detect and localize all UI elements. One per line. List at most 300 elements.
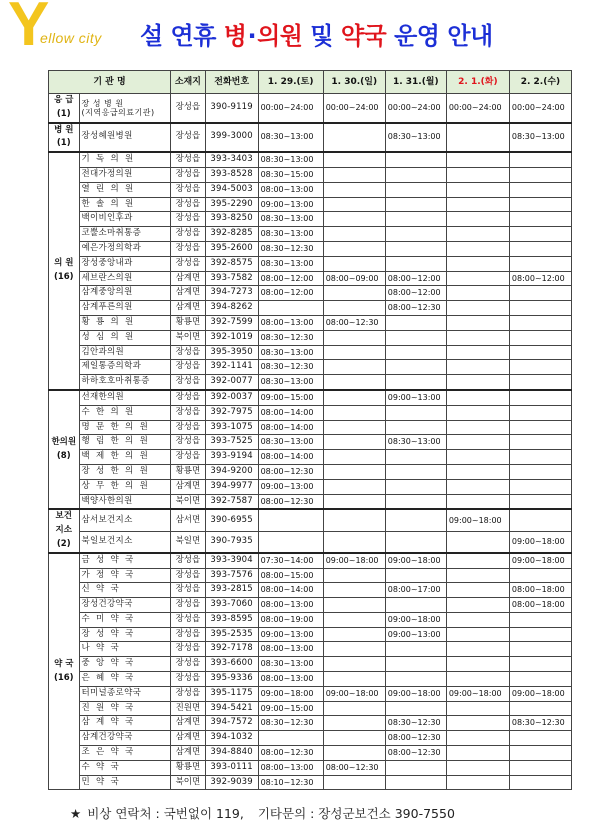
facility-phone: 393-3904 bbox=[205, 553, 258, 568]
hours-cell bbox=[385, 672, 446, 687]
hours-cell bbox=[509, 182, 571, 197]
hours-cell: 08:30~15:00 bbox=[258, 167, 323, 182]
hours-cell: 08:00~12:30 bbox=[258, 494, 323, 509]
hours-cell bbox=[509, 256, 571, 271]
hours-cell bbox=[509, 627, 571, 642]
facility-phone: 394-9200 bbox=[205, 464, 258, 479]
facility-phone: 395-1175 bbox=[205, 686, 258, 701]
title-part: 및 bbox=[302, 22, 341, 50]
facility-phone: 393-9194 bbox=[205, 450, 258, 465]
hours-cell bbox=[446, 301, 509, 316]
hours-cell bbox=[323, 227, 385, 242]
hours-cell bbox=[323, 435, 385, 450]
facility-phone: 393-6600 bbox=[205, 657, 258, 672]
facility-location: 북일면 bbox=[171, 531, 206, 553]
hours-cell bbox=[446, 152, 509, 167]
hours-cell: 09:00~13:00 bbox=[258, 479, 323, 494]
hours-cell: 08:00~12:30 bbox=[385, 731, 446, 746]
hours-cell: 08:00~14:00 bbox=[258, 405, 323, 420]
hours-cell: 08:30~13:00 bbox=[258, 152, 323, 167]
table-row bbox=[49, 256, 572, 271]
table-row bbox=[49, 286, 572, 301]
facility-name: 삼 계 약 국 bbox=[79, 716, 171, 731]
table-row bbox=[49, 227, 572, 242]
hours-cell bbox=[446, 182, 509, 197]
facility-name: 삼계중앙의원 bbox=[79, 286, 171, 301]
hours-cell: 08:30~13:00 bbox=[258, 212, 323, 227]
facility-location: 장성읍 bbox=[171, 672, 206, 687]
facility-name: 장 성 병 원 (지역응급의료기관) bbox=[79, 94, 171, 123]
hours-cell: 08:00~15:00 bbox=[258, 568, 323, 583]
facility-name: 장성혜원병원 bbox=[79, 123, 171, 153]
header-day: 1. 29.(토) bbox=[258, 71, 323, 94]
facility-location: 장성읍 bbox=[171, 152, 206, 167]
facility-location: 장성읍 bbox=[171, 405, 206, 420]
hours-cell bbox=[385, 701, 446, 716]
hours-cell bbox=[446, 760, 509, 775]
table-row bbox=[49, 464, 572, 479]
title-part: · bbox=[247, 22, 257, 50]
table-row bbox=[49, 553, 572, 568]
facility-location: 장성읍 bbox=[171, 657, 206, 672]
hours-cell bbox=[323, 197, 385, 212]
facility-name: 제일통증의학과 bbox=[79, 360, 171, 375]
hours-cell bbox=[509, 775, 571, 790]
facility-name: 세브란스의원 bbox=[79, 271, 171, 286]
facility-location: 삼계면 bbox=[171, 716, 206, 731]
hours-cell: 08:00~14:00 bbox=[258, 583, 323, 598]
hours-cell bbox=[446, 479, 509, 494]
hours-cell bbox=[323, 716, 385, 731]
hours-cell bbox=[385, 241, 446, 256]
facility-name: 민 약 국 bbox=[79, 775, 171, 790]
hours-cell: 08:00~12:30 bbox=[258, 746, 323, 761]
facility-phone: 394-7572 bbox=[205, 716, 258, 731]
hours-cell bbox=[323, 286, 385, 301]
hours-cell bbox=[446, 212, 509, 227]
logo-letter: Y bbox=[8, 0, 50, 59]
hours-cell bbox=[385, 494, 446, 509]
table-row bbox=[49, 212, 572, 227]
table-row bbox=[49, 627, 572, 642]
table-row bbox=[49, 182, 572, 197]
hours-cell: 08:30~13:00 bbox=[258, 256, 323, 271]
hours-cell: 00:00~24:00 bbox=[323, 94, 385, 123]
facility-name: 기 독 의 원 bbox=[79, 152, 171, 167]
hours-cell: 00:00~24:00 bbox=[258, 94, 323, 123]
facility-name: 수 약 국 bbox=[79, 760, 171, 775]
category-cell: 한의원 (8) bbox=[49, 390, 80, 509]
facility-name: 상 무 한 의 원 bbox=[79, 479, 171, 494]
hours-cell bbox=[509, 315, 571, 330]
hours-cell bbox=[385, 509, 446, 531]
facility-location: 장성읍 bbox=[171, 390, 206, 405]
hours-cell: 08:00~13:00 bbox=[258, 760, 323, 775]
hours-cell bbox=[509, 657, 571, 672]
hours-cell: 08:30~13:00 bbox=[258, 375, 323, 390]
table-row bbox=[49, 494, 572, 509]
hours-cell bbox=[509, 701, 571, 716]
hours-cell bbox=[323, 212, 385, 227]
hours-cell bbox=[323, 123, 385, 153]
facility-name: 김안과의원 bbox=[79, 345, 171, 360]
hours-cell bbox=[323, 182, 385, 197]
hours-cell bbox=[385, 197, 446, 212]
hours-cell bbox=[446, 256, 509, 271]
hours-cell bbox=[509, 435, 571, 450]
facility-location: 장성읍 bbox=[171, 123, 206, 153]
table-row bbox=[49, 642, 572, 657]
facility-phone: 399-3000 bbox=[205, 123, 258, 153]
hours-cell: 08:30~12:30 bbox=[258, 360, 323, 375]
hours-cell: 08:00~18:00 bbox=[509, 598, 571, 613]
hours-cell bbox=[385, 227, 446, 242]
facility-name: 백이비인후과 bbox=[79, 212, 171, 227]
hours-cell bbox=[385, 642, 446, 657]
hours-cell: 08:00~14:00 bbox=[258, 450, 323, 465]
hours-cell bbox=[446, 375, 509, 390]
hours-cell bbox=[323, 627, 385, 642]
hours-cell: 09:00~18:00 bbox=[509, 553, 571, 568]
footer-contact bbox=[70, 804, 455, 822]
hours-cell: 08:00~13:00 bbox=[258, 672, 323, 687]
hours-cell bbox=[509, 642, 571, 657]
category-cell: 의 원 (16) bbox=[49, 152, 80, 390]
facility-phone: 393-8250 bbox=[205, 212, 258, 227]
hours-cell: 09:00~18:00 bbox=[323, 686, 385, 701]
hours-cell bbox=[446, 435, 509, 450]
facility-phone: 392-7599 bbox=[205, 315, 258, 330]
table-row bbox=[49, 716, 572, 731]
hours-cell: 09:00~18:00 bbox=[258, 686, 323, 701]
hours-cell bbox=[446, 315, 509, 330]
category-cell: 약 국 (16) bbox=[49, 553, 80, 790]
facility-name: 북일보건지소 bbox=[79, 531, 171, 553]
category-cell: 보건 지소 (2) bbox=[49, 509, 80, 552]
hours-cell: 09:00~13:00 bbox=[385, 627, 446, 642]
facility-location: 장성읍 bbox=[171, 435, 206, 450]
hours-cell bbox=[446, 657, 509, 672]
hours-cell: 08:30~12:30 bbox=[385, 716, 446, 731]
facility-phone: 393-7582 bbox=[205, 271, 258, 286]
facility-location: 장성읍 bbox=[171, 212, 206, 227]
facility-location: 장성읍 bbox=[171, 197, 206, 212]
facility-location: 북이면 bbox=[171, 494, 206, 509]
schedule-table bbox=[48, 70, 572, 790]
facility-name: 행 림 한 의 원 bbox=[79, 435, 171, 450]
hours-cell bbox=[323, 256, 385, 271]
hours-cell bbox=[509, 464, 571, 479]
hours-cell: 09:00~13:00 bbox=[385, 390, 446, 405]
hours-cell bbox=[446, 642, 509, 657]
hours-cell bbox=[446, 531, 509, 553]
facility-phone: 393-3403 bbox=[205, 152, 258, 167]
facility-name: 장성건강약국 bbox=[79, 598, 171, 613]
table-row bbox=[49, 123, 572, 153]
hours-cell: 08:00~14:00 bbox=[258, 420, 323, 435]
facility-phone: 392-1141 bbox=[205, 360, 258, 375]
footer-emergency: 비상 연락처 : 국번없이 119, bbox=[87, 806, 244, 821]
hours-cell bbox=[446, 627, 509, 642]
table-row bbox=[49, 612, 572, 627]
hours-cell bbox=[323, 479, 385, 494]
table-row bbox=[49, 583, 572, 598]
star-icon: ★ bbox=[70, 806, 82, 821]
facility-phone: 393-0111 bbox=[205, 760, 258, 775]
hours-cell bbox=[446, 701, 509, 716]
hours-cell bbox=[323, 167, 385, 182]
hours-cell bbox=[385, 330, 446, 345]
facility-name: 중 앙 약 국 bbox=[79, 657, 171, 672]
hours-cell: 09:00~18:00 bbox=[385, 553, 446, 568]
hours-cell bbox=[446, 494, 509, 509]
table-row bbox=[49, 152, 572, 167]
hours-cell: 09:00~18:00 bbox=[446, 509, 509, 531]
footer-other: 기타문의 : 장성군보건소 390-7550 bbox=[257, 806, 455, 821]
facility-location: 삼계면 bbox=[171, 479, 206, 494]
hours-cell bbox=[446, 286, 509, 301]
hours-cell bbox=[323, 360, 385, 375]
hours-cell bbox=[385, 598, 446, 613]
hours-cell bbox=[323, 642, 385, 657]
facility-phone: 392-1019 bbox=[205, 330, 258, 345]
header-phone: 전화번호 bbox=[205, 71, 258, 94]
facility-location: 삼계면 bbox=[171, 271, 206, 286]
hours-cell bbox=[509, 375, 571, 390]
facility-phone: 395-2600 bbox=[205, 241, 258, 256]
table-row bbox=[49, 330, 572, 345]
facility-name: 삼서보건지소 bbox=[79, 509, 171, 531]
hours-cell: 08:00~12:30 bbox=[323, 760, 385, 775]
table-row bbox=[49, 568, 572, 583]
table-row bbox=[49, 94, 572, 123]
hours-cell: 08:30~13:00 bbox=[258, 123, 323, 153]
hours-cell bbox=[385, 450, 446, 465]
hours-cell bbox=[258, 509, 323, 531]
hours-cell: 00:00~24:00 bbox=[446, 94, 509, 123]
table-row bbox=[49, 360, 572, 375]
facility-name: 코뿔소마취통증 bbox=[79, 227, 171, 242]
hours-cell: 08:00~12:00 bbox=[258, 271, 323, 286]
hours-cell bbox=[385, 345, 446, 360]
facility-phone: 390-6955 bbox=[205, 509, 258, 531]
facility-location: 장성읍 bbox=[171, 241, 206, 256]
hours-cell bbox=[509, 405, 571, 420]
facility-phone: 393-7576 bbox=[205, 568, 258, 583]
hours-cell: 08:30~13:00 bbox=[509, 123, 571, 153]
hours-cell bbox=[446, 241, 509, 256]
facility-phone: 393-8528 bbox=[205, 167, 258, 182]
facility-location: 장성읍 bbox=[171, 686, 206, 701]
hours-cell bbox=[323, 531, 385, 553]
hours-cell bbox=[385, 775, 446, 790]
table-row bbox=[49, 420, 572, 435]
facility-phone: 394-8262 bbox=[205, 301, 258, 316]
table-row bbox=[49, 531, 572, 553]
table-row bbox=[49, 701, 572, 716]
facility-location: 삼계면 bbox=[171, 286, 206, 301]
facility-name: 전대가정의원 bbox=[79, 167, 171, 182]
hours-cell bbox=[446, 420, 509, 435]
table-row bbox=[49, 509, 572, 531]
facility-location: 장성읍 bbox=[171, 167, 206, 182]
hours-cell: 09:00~13:00 bbox=[258, 197, 323, 212]
table-row bbox=[49, 775, 572, 790]
facility-phone: 392-7178 bbox=[205, 642, 258, 657]
table-row bbox=[49, 197, 572, 212]
facility-location: 장성읍 bbox=[171, 450, 206, 465]
hours-cell bbox=[323, 746, 385, 761]
table-row bbox=[49, 450, 572, 465]
hours-cell bbox=[446, 345, 509, 360]
hours-cell bbox=[509, 212, 571, 227]
hours-cell bbox=[258, 531, 323, 553]
table-header-row bbox=[49, 71, 572, 94]
facility-location: 장성읍 bbox=[171, 642, 206, 657]
hours-cell bbox=[323, 420, 385, 435]
hours-cell bbox=[323, 612, 385, 627]
hours-cell bbox=[385, 405, 446, 420]
facility-name: 하하호호마취통증 bbox=[79, 375, 171, 390]
facility-name: 장 성 한 의 원 bbox=[79, 464, 171, 479]
hours-cell bbox=[385, 360, 446, 375]
hours-cell bbox=[258, 301, 323, 316]
hours-cell bbox=[323, 509, 385, 531]
hours-cell bbox=[446, 390, 509, 405]
hours-cell bbox=[509, 760, 571, 775]
facility-name: 수 미 약 국 bbox=[79, 612, 171, 627]
hours-cell bbox=[446, 360, 509, 375]
hours-cell bbox=[323, 598, 385, 613]
title-part: 병 bbox=[223, 22, 247, 50]
hours-cell bbox=[446, 450, 509, 465]
facility-phone: 393-8595 bbox=[205, 612, 258, 627]
facility-name: 삼계건강약국 bbox=[79, 731, 171, 746]
hours-cell bbox=[385, 212, 446, 227]
hours-cell: 08:00~12:00 bbox=[385, 286, 446, 301]
table-row bbox=[49, 241, 572, 256]
hours-cell: 08:10~12:30 bbox=[258, 775, 323, 790]
table-row bbox=[49, 657, 572, 672]
facility-name: 백양사한의원 bbox=[79, 494, 171, 509]
facility-location: 북이면 bbox=[171, 330, 206, 345]
hours-cell bbox=[323, 390, 385, 405]
hours-cell bbox=[446, 464, 509, 479]
hours-cell: 08:30~12:30 bbox=[258, 241, 323, 256]
hours-cell: 09:00~18:00 bbox=[509, 531, 571, 553]
facility-location: 삼계면 bbox=[171, 746, 206, 761]
hours-cell bbox=[446, 227, 509, 242]
facility-name: 장 성 약 국 bbox=[79, 627, 171, 642]
hours-cell: 08:30~13:00 bbox=[258, 657, 323, 672]
hours-cell bbox=[323, 701, 385, 716]
table-row bbox=[49, 375, 572, 390]
facility-location: 삼계면 bbox=[171, 301, 206, 316]
page-title bbox=[140, 16, 493, 56]
facility-phone: 393-2815 bbox=[205, 583, 258, 598]
hours-cell: 09:00~13:00 bbox=[258, 627, 323, 642]
facility-location: 황룡면 bbox=[171, 760, 206, 775]
facility-phone: 395-2290 bbox=[205, 197, 258, 212]
hours-cell: 00:00~24:00 bbox=[509, 94, 571, 123]
facility-location: 장성읍 bbox=[171, 420, 206, 435]
facility-location: 삼서면 bbox=[171, 509, 206, 531]
hours-cell: 08:30~12:30 bbox=[258, 716, 323, 731]
hours-cell: 08:00~12:30 bbox=[385, 746, 446, 761]
hours-cell: 08:30~12:30 bbox=[509, 716, 571, 731]
hours-cell: 09:00~18:00 bbox=[509, 686, 571, 701]
facility-phone: 394-9977 bbox=[205, 479, 258, 494]
facility-name: 삼계푸른의원 bbox=[79, 301, 171, 316]
hours-cell bbox=[385, 420, 446, 435]
hours-cell: 08:00~09:00 bbox=[323, 271, 385, 286]
hours-cell: 08:00~13:00 bbox=[258, 315, 323, 330]
hours-cell bbox=[385, 531, 446, 553]
title-part: 설 연휴 bbox=[140, 22, 224, 50]
hours-cell: 08:00~13:00 bbox=[258, 182, 323, 197]
facility-location: 장성읍 bbox=[171, 345, 206, 360]
table-row bbox=[49, 271, 572, 286]
hours-cell bbox=[509, 197, 571, 212]
hours-cell: 09:00~18:00 bbox=[385, 686, 446, 701]
facility-location: 장성읍 bbox=[171, 256, 206, 271]
hours-cell bbox=[446, 405, 509, 420]
hours-cell bbox=[446, 568, 509, 583]
table-body bbox=[49, 94, 572, 790]
hours-cell: 08:00~12:30 bbox=[385, 301, 446, 316]
hours-cell bbox=[509, 241, 571, 256]
hours-cell bbox=[509, 167, 571, 182]
facility-location: 장성읍 bbox=[171, 612, 206, 627]
hours-cell bbox=[446, 612, 509, 627]
hours-cell bbox=[385, 657, 446, 672]
hours-cell bbox=[509, 568, 571, 583]
facility-location: 장성읍 bbox=[171, 598, 206, 613]
facility-phone: 392-8285 bbox=[205, 227, 258, 242]
title-part: 운영 안내 bbox=[386, 22, 493, 50]
facility-location: 황룡면 bbox=[171, 315, 206, 330]
hours-cell: 08:00~17:00 bbox=[385, 583, 446, 598]
hours-cell bbox=[323, 657, 385, 672]
hours-cell bbox=[509, 509, 571, 531]
hours-cell bbox=[446, 746, 509, 761]
hours-cell bbox=[323, 672, 385, 687]
facility-name: 나 약 국 bbox=[79, 642, 171, 657]
hours-cell bbox=[323, 775, 385, 790]
facility-location: 장성읍 bbox=[171, 182, 206, 197]
facility-phone: 392-0077 bbox=[205, 375, 258, 390]
table-row bbox=[49, 315, 572, 330]
facility-phone: 395-3950 bbox=[205, 345, 258, 360]
facility-name: 성 심 의 원 bbox=[79, 330, 171, 345]
facility-name: 신 약 국 bbox=[79, 583, 171, 598]
facility-name: 터미널종로약국 bbox=[79, 686, 171, 701]
hours-cell bbox=[446, 672, 509, 687]
hours-cell bbox=[385, 568, 446, 583]
hours-cell bbox=[385, 167, 446, 182]
hours-cell bbox=[323, 583, 385, 598]
hours-cell bbox=[509, 301, 571, 316]
hours-cell bbox=[446, 775, 509, 790]
hours-cell bbox=[323, 375, 385, 390]
title-part: 약국 bbox=[340, 22, 387, 50]
facility-location: 황룡면 bbox=[171, 464, 206, 479]
hours-cell bbox=[323, 464, 385, 479]
facility-phone: 394-5003 bbox=[205, 182, 258, 197]
table-row bbox=[49, 345, 572, 360]
hours-cell bbox=[385, 464, 446, 479]
facility-name: 가 정 약 국 bbox=[79, 568, 171, 583]
